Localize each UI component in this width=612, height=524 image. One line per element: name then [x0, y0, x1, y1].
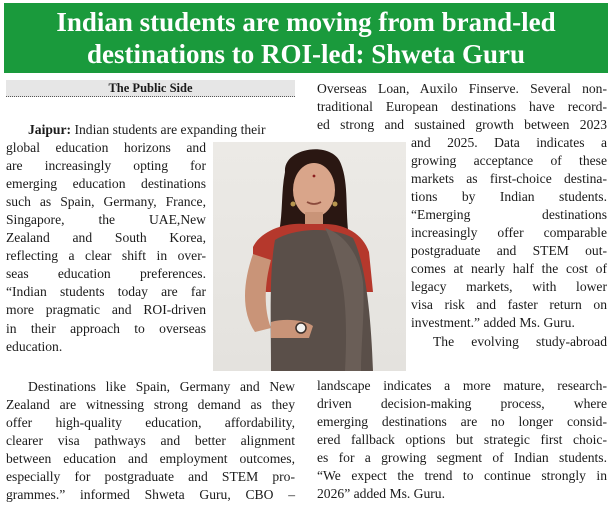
earring-icon [291, 202, 296, 207]
text-line: reflecting a clear shift in over- [6, 248, 206, 264]
text-line: legacy markets, with lower [411, 279, 607, 295]
text-line: emerging destinations are no longer consid- [317, 414, 607, 430]
column-2-bottom [317, 377, 607, 503]
text-line: postgraduate and STEM out- [411, 243, 607, 259]
earring-icon [333, 202, 338, 207]
text-line: Zealand are witnessing strong demand as they [6, 397, 295, 413]
headline [4, 3, 608, 73]
portrait-photo [213, 142, 406, 371]
text-line: grammes.” informed Shweta Guru, CBO – [6, 487, 295, 503]
text-line: 2026” added Ms. Guru. [317, 486, 445, 502]
text-line: ered fallback options but strategic first choic- [317, 432, 607, 448]
headline-line-2: destinations to ROI-led: Shweta Guru [86, 39, 526, 69]
column-2-top [317, 80, 607, 134]
text-line: growing acceptance of these [411, 153, 607, 169]
portrait-illustration [213, 142, 406, 371]
text-line: in their approach to overseas [6, 320, 206, 336]
byline: The Public Side [6, 80, 295, 97]
text-line: Singapore, the UAE,New [6, 212, 206, 228]
text-line: more pragmatic and ROI-driven [6, 302, 206, 318]
text-line: between education and employment outcomes, [6, 451, 295, 467]
column-1-body [6, 378, 295, 504]
text-line: education. [6, 338, 63, 354]
headline-line-1: Indian students are moving from brand-led [56, 7, 556, 37]
text-line: Zealand and South Korea, [6, 230, 206, 246]
text-line: ed strong and sustained growth between 2023 [317, 117, 607, 133]
column-2-wrap [411, 134, 607, 351]
face-shape [293, 163, 335, 217]
text-line: “Indian students today are far [6, 284, 206, 300]
text-line: emerging education destinations [6, 176, 206, 192]
text-line: global education horizons and [6, 140, 206, 156]
text-line: offer high-quality education, affordability, [6, 415, 295, 431]
text-line: clearer visa pathways and better alignment [6, 433, 295, 449]
column-1-intro [6, 121, 266, 356]
text-line: seas education preferences. [6, 266, 206, 282]
text-line: are increasingly opting for [6, 158, 206, 174]
text-line: “We expect the trend to continue strongly in [317, 468, 607, 484]
bindi-icon [313, 175, 316, 178]
text-line: increasingly offer comparable [411, 225, 607, 241]
text-line: landscape indicates a more mature, research- [317, 378, 607, 393]
text-line: and 2025. Data indicates a [411, 135, 607, 150]
text-line: Destinations like Spain, Germany and New [28, 379, 295, 394]
text-line: comes at nearly half the cost of [411, 261, 607, 277]
text-line: Overseas Loan, Auxilo Finserve. Several non- [317, 81, 607, 96]
text-line: markets as first-choice destina- [411, 171, 607, 187]
text-line: tions by Indian students. [411, 189, 607, 205]
text-line: traditional European destinations have record- [317, 99, 607, 115]
watch-icon [296, 323, 306, 333]
text-line: The evolving study-abroad [433, 333, 607, 349]
text-line: es for a growing segment of Indian students. [317, 450, 607, 466]
text-line: “Emerging destinations [411, 207, 607, 223]
text-line: Jaipur: Indian students are expanding their [28, 122, 266, 137]
left-arm [245, 254, 271, 332]
text-line: investment.” added Ms. Guru. [411, 315, 575, 331]
text-line: visa risk and faster return on [411, 297, 607, 313]
text-line: such as Spain, Germany, France, [6, 194, 206, 210]
dateline: Jaipur: [28, 122, 72, 137]
text-line: especially for postgraduate and STEM pro- [6, 469, 295, 485]
text-line: driven decision-making process, where [317, 396, 607, 412]
